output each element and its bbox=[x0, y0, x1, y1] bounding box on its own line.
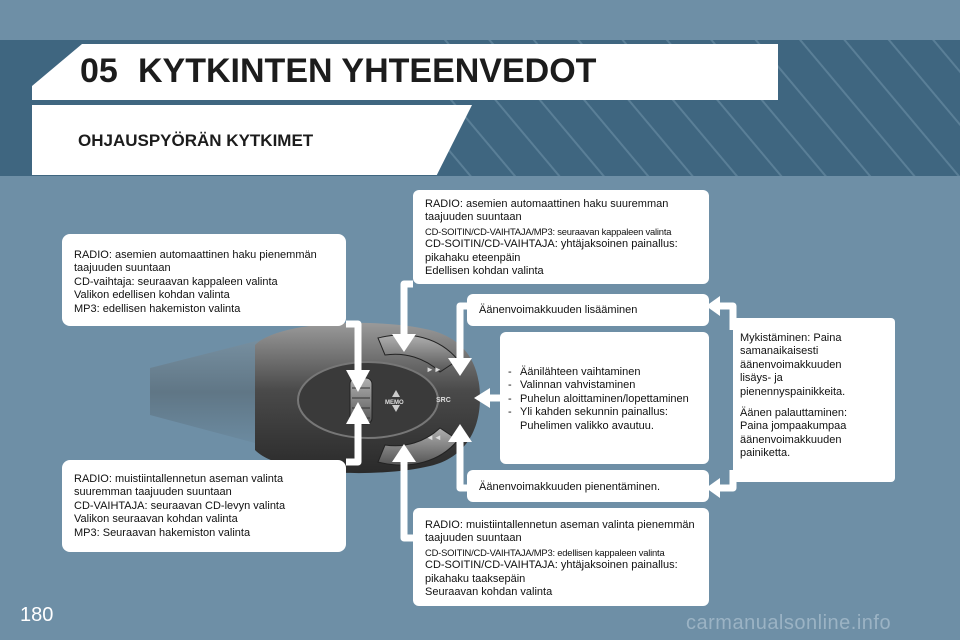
callout-volume-down bbox=[467, 470, 709, 502]
text-line-small: CD-SOITIN/CD-VAIHTAJA/MP3: edellisen kappaleen valinta bbox=[425, 546, 665, 558]
section-subtitle: OHJAUSPYÖRÄN KYTKIMET bbox=[78, 131, 314, 150]
src-function-list bbox=[508, 366, 709, 420]
text-line: samanaikaisesti bbox=[740, 345, 819, 358]
text-line: CD-vaihtaja: seuraavan kappaleen valinta bbox=[74, 275, 278, 288]
text-line: Mykistäminen: Paina bbox=[740, 332, 842, 344]
text-line: Valikon seuraavan kohdan valinta bbox=[74, 513, 238, 526]
text-line: taajuuden suuntaan bbox=[425, 211, 522, 224]
text-line-small: CD-SOITIN/CD-VAIHTAJA/MP3: seuraavan kappaleen valinta bbox=[425, 225, 672, 237]
src-label: SRC bbox=[436, 397, 451, 404]
text-line: taajuuden suuntaan bbox=[74, 262, 171, 275]
text-line: CD-SOITIN/CD-VAIHTAJA: yhtäjaksoinen painallus: bbox=[425, 238, 678, 251]
page-title: KYTKINTEN YHTEENVEDOT bbox=[138, 52, 597, 90]
text-line: CD-VAIHTAJA: seuraavan CD-levyn valinta bbox=[74, 499, 286, 512]
text-line: Äänen palauttaminen: bbox=[740, 407, 848, 420]
list-item-continuation: Puhelimen valikko avautuu. bbox=[520, 419, 654, 432]
text-line: Edellisen kohdan valinta bbox=[425, 265, 544, 278]
arrow-volume-down bbox=[460, 440, 467, 488]
callout-bottom-center bbox=[413, 508, 709, 606]
forward-label: ►► bbox=[426, 365, 442, 374]
text-line: CD-SOITIN/CD-VAIHTAJA: yhtäjaksoinen painallus: bbox=[425, 559, 678, 572]
text-line: MP3: Seuraavan hakemiston valinta bbox=[74, 526, 251, 539]
arrow-mute-down bbox=[718, 470, 733, 488]
text-line: RADIO: asemien automaattinen haku pienemmän bbox=[74, 249, 317, 261]
list-item: - Yli kahden sekunnin painallus: bbox=[508, 406, 709, 419]
text-line: Äänenvoimakkuuden pienentäminen. bbox=[479, 481, 661, 493]
text-line: suuremman taajuuden suuntaan bbox=[74, 486, 232, 499]
text-line: äänenvoimakkuuden bbox=[740, 358, 842, 371]
text-line: RADIO: muistiintallennetun aseman valinta pienemmän bbox=[425, 519, 695, 531]
callout-top-left bbox=[62, 234, 346, 326]
text-line: pikahaku taaksepäin bbox=[425, 572, 526, 585]
arrow-mute-up bbox=[718, 306, 733, 330]
text-line: painiketta. bbox=[740, 447, 791, 460]
text-line: taajuuden suuntaan bbox=[425, 532, 522, 545]
list-item: - Puhelun aloittaminen/lopettaminen bbox=[508, 393, 709, 406]
text-line: RADIO: asemien automaattinen haku suuremman bbox=[425, 198, 669, 210]
text-line: Paina jompaakumpaa bbox=[740, 420, 847, 433]
watermark: carmanualsonline.info bbox=[686, 612, 892, 634]
page-number: 180 bbox=[20, 604, 54, 626]
text-line: äänenvoimakkuuden bbox=[740, 433, 842, 446]
text-line: MP3: edellisen hakemiston valinta bbox=[74, 302, 241, 315]
callout-volume-up bbox=[467, 294, 709, 326]
chapter-number: 05 bbox=[80, 52, 118, 90]
callout-bottom-left bbox=[62, 460, 346, 552]
text-line: pienennyspainikkeita. bbox=[740, 385, 846, 398]
arrow-bottom-center bbox=[404, 460, 413, 538]
text-line: pikahaku eteenpäin bbox=[425, 251, 521, 264]
text-line: Valikon edellisen kohdan valinta bbox=[74, 289, 230, 302]
text-line: Äänenvoimakkuuden lisääminen bbox=[479, 304, 638, 316]
memo-label: MEMO bbox=[385, 400, 404, 406]
rewind-label: ◄◄ bbox=[426, 433, 442, 442]
text-line: Seuraavan kohdan valinta bbox=[425, 586, 553, 599]
text-line: RADIO: muistiintallennetun aseman valinta bbox=[74, 473, 284, 485]
callout-mute bbox=[733, 318, 895, 482]
list-item: - Valinnan vahvistaminen bbox=[508, 379, 709, 392]
callout-src bbox=[500, 332, 709, 464]
list-item: - Äänilähteen vaihtaminen bbox=[508, 366, 709, 379]
text-line: lisäys- ja bbox=[740, 372, 783, 385]
callout-top-center bbox=[413, 190, 709, 284]
